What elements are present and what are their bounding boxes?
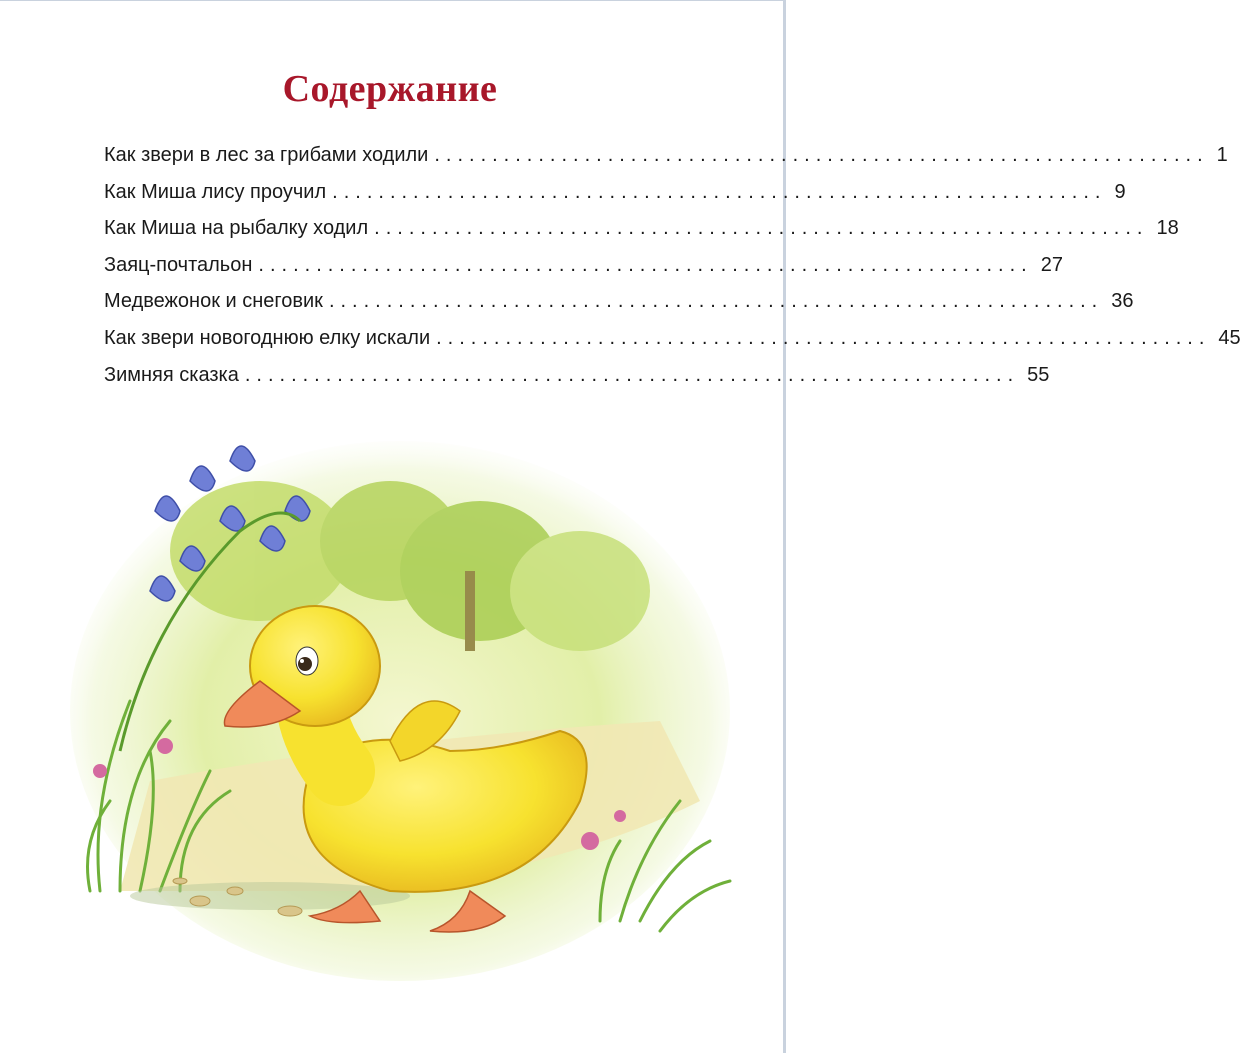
toc-entry[interactable] xyxy=(104,290,1134,327)
toc-entry[interactable] xyxy=(104,217,1179,254)
toc-entry-title: Как Миша на рыбалку ходил xyxy=(104,217,369,240)
toc-entry-title: Зимняя сказка xyxy=(104,363,239,386)
duckling-illustration xyxy=(60,421,740,981)
dot-leader: ................................................................... xyxy=(436,326,1211,349)
toc-entry-page: 27 xyxy=(1040,253,1063,276)
toc-entry-page: 18 xyxy=(1156,217,1179,240)
page-title: Содержание xyxy=(282,68,498,110)
dot-leader: ................................................................... xyxy=(332,180,1107,203)
toc-entry-title: Медвежонок и снеговик xyxy=(104,290,323,313)
toc-entry[interactable] xyxy=(104,253,1063,291)
toc-entry-page: 9 xyxy=(1114,180,1126,203)
toc-entry-page: 45 xyxy=(1218,326,1241,349)
toc-entry-page: 55 xyxy=(1027,363,1050,386)
toc-entry[interactable] xyxy=(104,144,1228,181)
dot-leader: ................................................................... xyxy=(328,290,1104,313)
table-of-contents xyxy=(104,144,1241,400)
toc-entry[interactable] xyxy=(104,180,1126,218)
dot-leader: ................................................................... xyxy=(244,363,1020,386)
dot-leader: ................................................................... xyxy=(434,144,1209,166)
toc-entry-title: Как звери в лес за грибами ходили xyxy=(104,144,429,166)
toc-entry-title: Как звери новогоднюю елку искали xyxy=(104,326,431,349)
toc-entry-page: 36 xyxy=(1111,290,1134,313)
toc-entry[interactable] xyxy=(104,326,1241,364)
dot-leader: ................................................................... xyxy=(258,253,1033,276)
toc-entry-page: 1 xyxy=(1216,144,1228,166)
toc-entry-title: Как Миша лису проучил xyxy=(104,180,327,203)
dot-leader: ................................................................... xyxy=(374,217,1149,240)
toc-entry-title: Заяц-почтальон xyxy=(104,253,253,276)
toc-entry[interactable] xyxy=(104,363,1050,401)
